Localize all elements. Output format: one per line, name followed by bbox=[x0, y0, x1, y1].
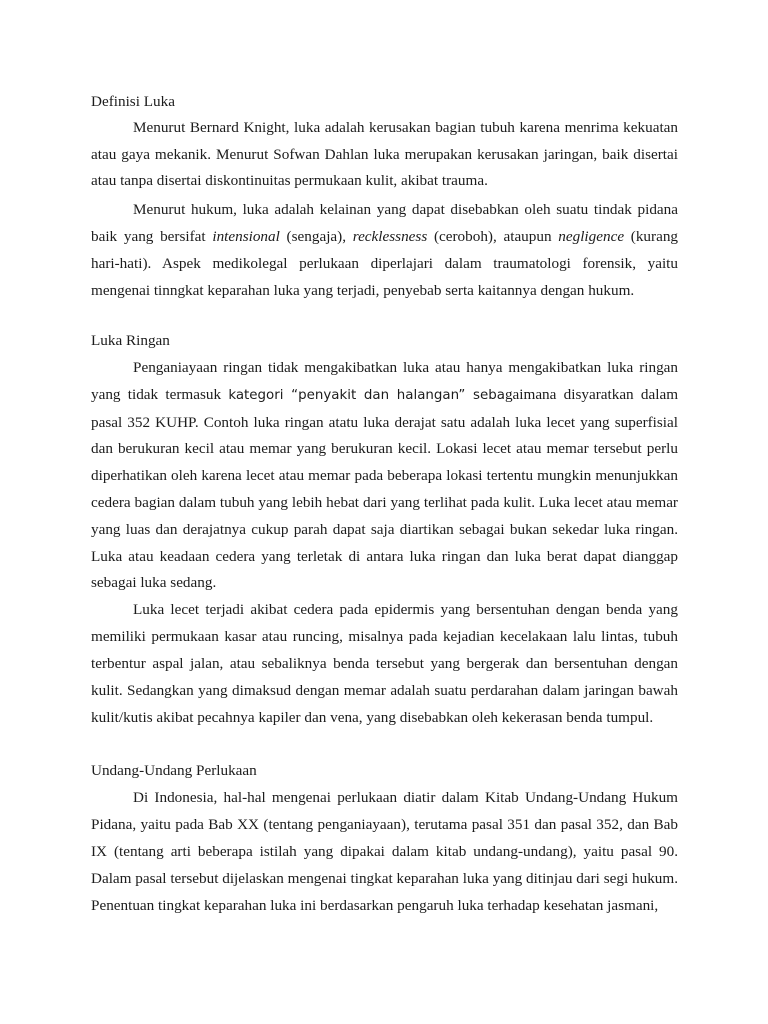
section-heading-definisi-luka: Definisi Luka bbox=[91, 93, 175, 110]
italic-term: intensional bbox=[212, 228, 280, 245]
text-run: (ceroboh), ataupun bbox=[427, 228, 559, 245]
italic-term: recklessness bbox=[352, 228, 428, 245]
text-run: Menurut hukum, luka adalah kelainan yang dapat disebabkan oleh suatu tindak pidana baik yang bersifat bbox=[91, 201, 678, 245]
text-run: gaimana disyaratkan dalam pasal 352 KUHP. Contoh luka ringan atatu luka derajat satu adalah luka lecet yang superfisial dan berukuran kecil atau memar yang berukuran kecil. Lokasi lecet atau memar tersebut perlu diperhatikan oleh karena lecet atau memar pada beberapa lokasi tertentu mungkin menunjukkan cedera bagian dalam tubuh yang lebih hebat dari yang terlihat pada kulit. Luka lecet atau memar yang luas dan derajatnya cukup parah dapat saja diartikan sebagai bukan sekedar luka ringan. Luka atau keadaan cedera yang terletak di antara luka ringan dan luka berat dapat dianggap sebagai luka sedang. bbox=[91, 385, 679, 592]
section-heading-luka-ringan: Luka Ringan bbox=[91, 332, 170, 349]
paragraph-luka-lecet: Luka lecet terjadi akibat cedera pada epidermis yang bersentuhan dengan benda yang memiliki permukaan kasar atau runcing, misalnya pada kejadian kecelakaan lalu lintas, tubuh terbentur aspal jalan, atau sebaliknya benda tersebut yang bergerak dan bersentuhan dengan kulit. Sedangkan yang dimaksud dengan memar adalah suatu perdarahan dalam jaringan bawah kulit/kutis akibat pecahnya kapiler dan vena, yang disebabkan oleh kekerasan benda tumpul. bbox=[91, 601, 678, 726]
text-run: Penganiayaan ringan tidak mengakibatkan luka atau hanya mengakibatkan luka ringan yang tidak termasuk bbox=[91, 359, 678, 403]
sans-text-run: kategori “penyakit dan halangan” seba bbox=[228, 387, 505, 403]
section-heading-undang-undang: Undang-Undang Perlukaan bbox=[91, 762, 257, 779]
paragraph-undang-undang: Di Indonesia, hal-hal mengenai perlukaan diatir dalam Kitab Undang-Undang Hukum Pidana, yaitu pada Bab XX (tentang penganiayaan), terutama pasal 351 dan pasal 352, dan Bab IX (tentang arti beberapa istilah yang dipakai dalam kitab undang-undang), yaitu pasal 90. Dalam pasal tersebut dijelaskan mengenai tingkat keparahan luka yang ditinjau dari segi hukum. Penentuan tingkat keparahan luka ini berdasarkan pengaruh luka terhadap kesehatan jasmani, bbox=[91, 789, 678, 914]
paragraph-definition-law bbox=[91, 196, 678, 304]
text-run: (kurang hari-hati). Aspek medikolegal perlukaan diperlajari dalam traumatologi forensik, yaitu mengenai tinngkat keparahan luka yang terjadi, penyebab serta kaitannya dengan hukum. bbox=[91, 228, 679, 299]
paragraph-luka-ringan bbox=[91, 355, 678, 597]
text-run: (sengaja), bbox=[279, 228, 353, 245]
paragraph-definition-knight: Menurut Bernard Knight, luka adalah kerusakan bagian tubuh karena menrima kekuatan atau gaya mekanik. Menurut Sofwan Dahlan luka merupakan kerusakan jaringan, baik disertai atau tanpa disertai diskontinuitas permukaan kulit, akibat trauma. bbox=[91, 119, 678, 190]
italic-term: negligence bbox=[558, 228, 625, 245]
